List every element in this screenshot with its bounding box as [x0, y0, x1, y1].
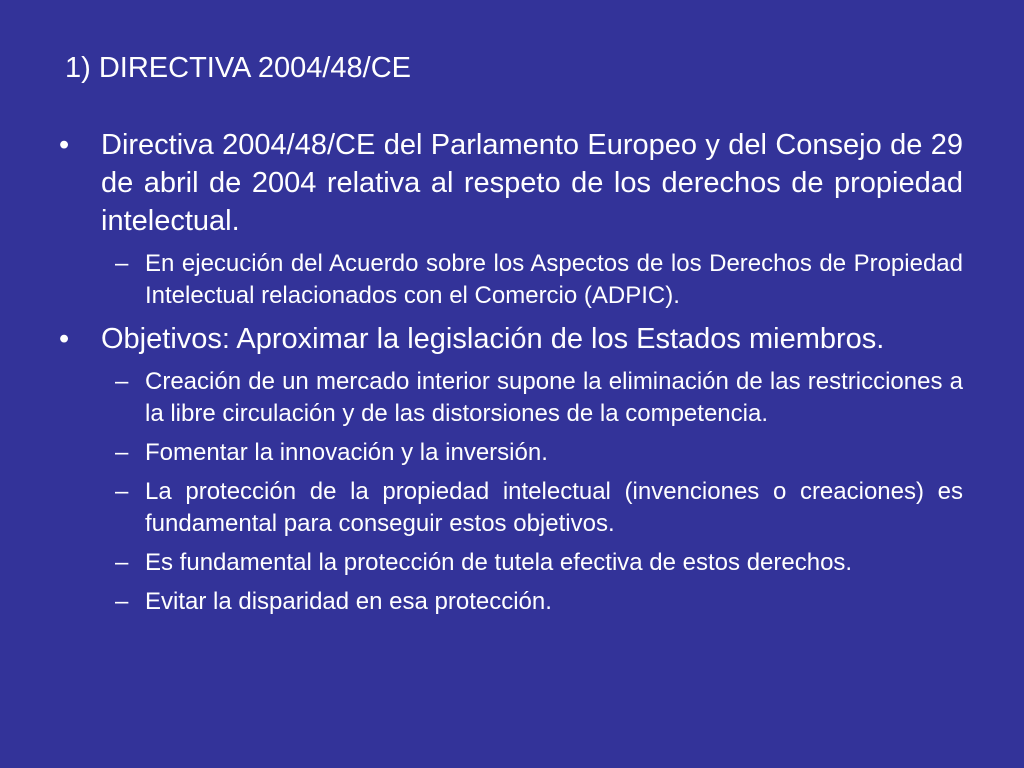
bullet-text: Directiva 2004/48/CE del Parlamento Europeo y del Consejo de 29 de abril de 2004 relativa al respeto de los derechos de propiedad intelectual.	[101, 129, 963, 237]
bullet-marker: •	[59, 129, 70, 161]
slide-title: 1) DIRECTIVA 2004/48/CE	[65, 52, 412, 84]
subitem-mercado-interior	[55, 366, 963, 430]
dash-marker: –	[115, 250, 129, 277]
bullet-marker: •	[59, 323, 70, 355]
dash-marker: –	[115, 439, 129, 466]
subitem-text: Evitar la disparidad en esa protección.	[145, 588, 552, 615]
bullet-text: Objetivos: Aproximar la legislación de los Estados miembros.	[101, 323, 885, 355]
subitem-text: La protección de la propiedad intelectual (invenciones o creaciones) es fundamental para conseguir estos objetivos.	[145, 478, 963, 537]
dash-marker: –	[115, 588, 129, 615]
subitem-proteccion	[55, 476, 963, 540]
subitem-innovacion	[55, 437, 963, 469]
slide-content	[55, 126, 963, 618]
subitem-adpic	[55, 248, 963, 312]
subitem-text: Fomentar la innovación y la inversión.	[145, 439, 548, 466]
dash-marker: –	[115, 549, 129, 576]
bullet-objectives	[55, 320, 963, 358]
dash-marker: –	[115, 368, 129, 395]
dash-marker: –	[115, 478, 129, 505]
subitem-text: En ejecución del Acuerdo sobre los Aspectos de los Derechos de Propiedad Intelectual relacionados con el Comercio (ADPIC).	[145, 250, 963, 309]
subitem-text: Es fundamental la protección de tutela efectiva de estos derechos.	[145, 549, 853, 576]
subitem-disparidad	[55, 586, 963, 618]
bullet-directive	[55, 126, 963, 240]
subitem-text: Creación de un mercado interior supone la eliminación de las restricciones a la libre circulación y de las distorsiones de la competencia.	[145, 368, 963, 427]
subitem-tutela	[55, 547, 963, 579]
